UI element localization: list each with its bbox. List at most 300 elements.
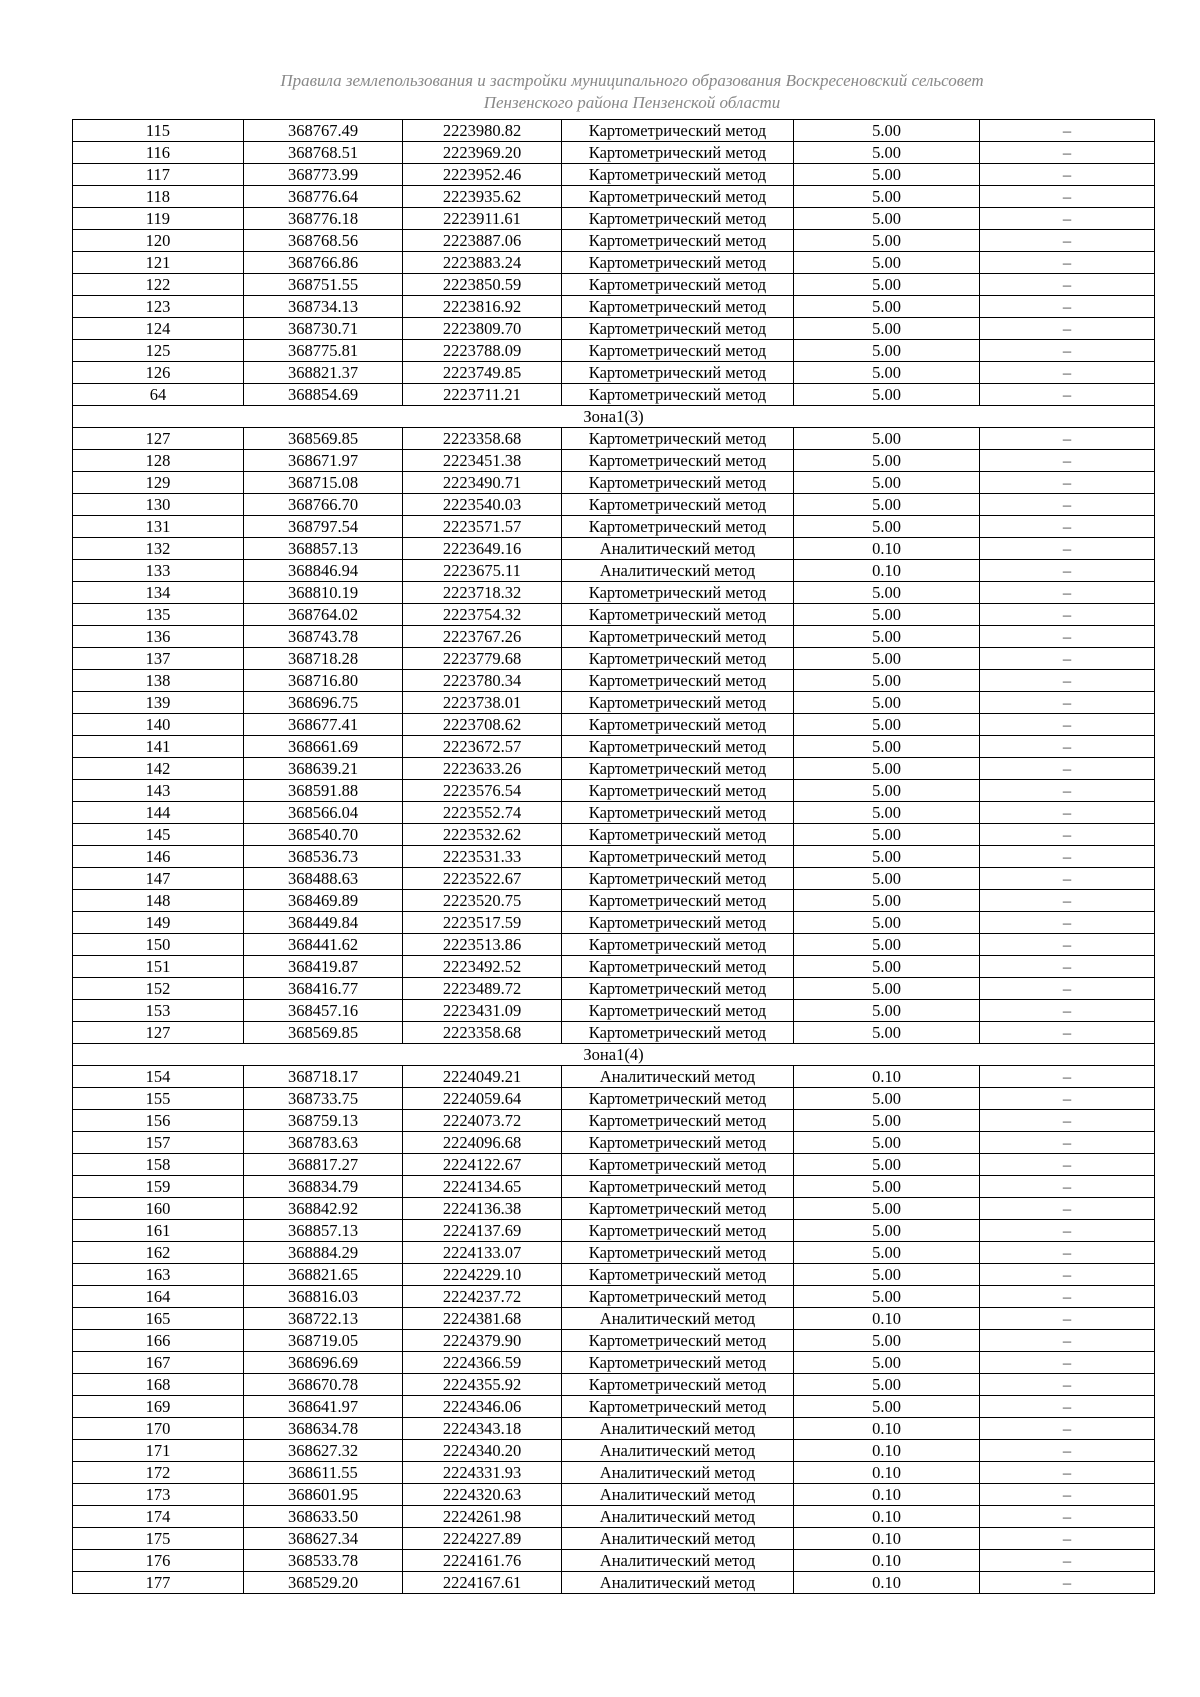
coordinate-x-cell: 368533.78 [244, 1550, 403, 1572]
method-cell: Картометрический метод [562, 802, 794, 824]
coordinate-y-cell: 2224122.67 [403, 1154, 562, 1176]
coordinate-x-cell: 368764.02 [244, 604, 403, 626]
coordinate-x-cell: 368766.70 [244, 494, 403, 516]
note-cell: – [980, 296, 1155, 318]
table-row [73, 516, 1155, 538]
method-cell: Аналитический метод [562, 1308, 794, 1330]
coordinate-x-cell: 368766.86 [244, 252, 403, 274]
table-row [73, 648, 1155, 670]
point-number-cell: 145 [73, 824, 244, 846]
method-cell: Картометрический метод [562, 120, 794, 142]
method-cell: Картометрический метод [562, 1154, 794, 1176]
method-cell: Картометрический метод [562, 912, 794, 934]
coordinate-y-cell: 2224237.72 [403, 1286, 562, 1308]
note-cell: – [980, 318, 1155, 340]
coordinate-y-cell: 2223780.34 [403, 670, 562, 692]
table-row [73, 1330, 1155, 1352]
point-number-cell: 155 [73, 1088, 244, 1110]
point-number-cell: 139 [73, 692, 244, 714]
point-number-cell: 138 [73, 670, 244, 692]
method-cell: Картометрический метод [562, 450, 794, 472]
note-cell: – [980, 912, 1155, 934]
point-number-cell: 175 [73, 1528, 244, 1550]
method-cell: Картометрический метод [562, 692, 794, 714]
table-row [73, 758, 1155, 780]
accuracy-cell: 5.00 [794, 362, 980, 384]
point-number-cell: 147 [73, 868, 244, 890]
method-cell: Картометрический метод [562, 868, 794, 890]
point-number-cell: 160 [73, 1198, 244, 1220]
note-cell: – [980, 384, 1155, 406]
accuracy-cell: 5.00 [794, 780, 980, 802]
table-row [73, 1462, 1155, 1484]
coordinate-y-cell: 2223911.61 [403, 208, 562, 230]
accuracy-cell: 0.10 [794, 1440, 980, 1462]
table-row [73, 230, 1155, 252]
coordinate-y-cell: 2223816.92 [403, 296, 562, 318]
point-number-cell: 140 [73, 714, 244, 736]
method-cell: Аналитический метод [562, 1418, 794, 1440]
accuracy-cell: 5.00 [794, 912, 980, 934]
coordinate-y-cell: 2223980.82 [403, 120, 562, 142]
coordinate-y-cell: 2223767.26 [403, 626, 562, 648]
table-row [73, 780, 1155, 802]
note-cell: – [980, 1506, 1155, 1528]
accuracy-cell: 5.00 [794, 1088, 980, 1110]
coordinate-y-cell: 2224049.21 [403, 1066, 562, 1088]
coordinate-y-cell: 2223513.86 [403, 934, 562, 956]
accuracy-cell: 5.00 [794, 120, 980, 142]
coordinate-x-cell: 368677.41 [244, 714, 403, 736]
table-row [73, 714, 1155, 736]
point-number-cell: 159 [73, 1176, 244, 1198]
coordinate-x-cell: 368834.79 [244, 1176, 403, 1198]
coordinate-y-cell: 2223788.09 [403, 340, 562, 362]
point-number-cell: 164 [73, 1286, 244, 1308]
coordinate-y-cell: 2223738.01 [403, 692, 562, 714]
coordinate-y-cell: 2223522.67 [403, 868, 562, 890]
note-cell: – [980, 340, 1155, 362]
coordinate-x-cell: 368719.05 [244, 1330, 403, 1352]
note-cell: – [980, 538, 1155, 560]
point-number-cell: 64 [73, 384, 244, 406]
coordinate-x-cell: 368715.08 [244, 472, 403, 494]
accuracy-cell: 5.00 [794, 340, 980, 362]
note-cell: – [980, 824, 1155, 846]
method-cell: Аналитический метод [562, 1440, 794, 1462]
coordinate-x-cell: 368730.71 [244, 318, 403, 340]
coordinate-x-cell: 368457.16 [244, 1000, 403, 1022]
method-cell: Картометрический метод [562, 142, 794, 164]
method-cell: Аналитический метод [562, 1572, 794, 1594]
method-cell: Аналитический метод [562, 1506, 794, 1528]
accuracy-cell: 5.00 [794, 604, 980, 626]
coordinates-table [72, 119, 1155, 1594]
method-cell: Картометрический метод [562, 252, 794, 274]
coordinate-x-cell: 368857.13 [244, 538, 403, 560]
point-number-cell: 141 [73, 736, 244, 758]
coordinate-x-cell: 368759.13 [244, 1110, 403, 1132]
coordinate-x-cell: 368601.95 [244, 1484, 403, 1506]
coordinate-x-cell: 368627.34 [244, 1528, 403, 1550]
point-number-cell: 121 [73, 252, 244, 274]
table-row [73, 1088, 1155, 1110]
point-number-cell: 173 [73, 1484, 244, 1506]
coordinate-x-cell: 368611.55 [244, 1462, 403, 1484]
table-row [73, 1484, 1155, 1506]
table-row [73, 1264, 1155, 1286]
point-number-cell: 129 [73, 472, 244, 494]
note-cell: – [980, 1220, 1155, 1242]
point-number-cell: 134 [73, 582, 244, 604]
note-cell: – [980, 1132, 1155, 1154]
method-cell: Картометрический метод [562, 1286, 794, 1308]
table-row [73, 1198, 1155, 1220]
coordinate-y-cell: 2223517.59 [403, 912, 562, 934]
coordinate-x-cell: 368846.94 [244, 560, 403, 582]
point-number-cell: 146 [73, 846, 244, 868]
coordinate-y-cell: 2223887.06 [403, 230, 562, 252]
note-cell: – [980, 956, 1155, 978]
method-cell: Аналитический метод [562, 1484, 794, 1506]
point-number-cell: 163 [73, 1264, 244, 1286]
coordinate-y-cell: 2223969.20 [403, 142, 562, 164]
point-number-cell: 136 [73, 626, 244, 648]
note-cell: – [980, 934, 1155, 956]
accuracy-cell: 5.00 [794, 164, 980, 186]
method-cell: Картометрический метод [562, 890, 794, 912]
table-row [73, 1286, 1155, 1308]
coordinate-x-cell: 368419.87 [244, 956, 403, 978]
accuracy-cell: 5.00 [794, 714, 980, 736]
accuracy-cell: 0.10 [794, 538, 980, 560]
note-cell: – [980, 1088, 1155, 1110]
note-cell: – [980, 1066, 1155, 1088]
point-number-cell: 143 [73, 780, 244, 802]
note-cell: – [980, 758, 1155, 780]
coordinate-y-cell: 2223576.54 [403, 780, 562, 802]
coordinate-x-cell: 368627.32 [244, 1440, 403, 1462]
point-number-cell: 167 [73, 1352, 244, 1374]
note-cell: – [980, 208, 1155, 230]
zone-header-row [73, 1044, 1155, 1066]
table-row [73, 670, 1155, 692]
table-row [73, 1418, 1155, 1440]
table-row [73, 1374, 1155, 1396]
zone-header-row [73, 406, 1155, 428]
coordinate-x-cell: 368768.51 [244, 142, 403, 164]
point-number-cell: 176 [73, 1550, 244, 1572]
note-cell: – [980, 1528, 1155, 1550]
method-cell: Картометрический метод [562, 164, 794, 186]
method-cell: Картометрический метод [562, 1132, 794, 1154]
point-number-cell: 150 [73, 934, 244, 956]
method-cell: Картометрический метод [562, 1374, 794, 1396]
table-row [73, 340, 1155, 362]
table-row [73, 1550, 1155, 1572]
coordinate-y-cell: 2224340.20 [403, 1440, 562, 1462]
point-number-cell: 126 [73, 362, 244, 384]
note-cell: – [980, 714, 1155, 736]
coordinate-x-cell: 368529.20 [244, 1572, 403, 1594]
table-row [73, 1000, 1155, 1022]
coordinate-x-cell: 368857.13 [244, 1220, 403, 1242]
coordinate-x-cell: 368718.17 [244, 1066, 403, 1088]
table-row [73, 252, 1155, 274]
point-number-cell: 118 [73, 186, 244, 208]
table-row [73, 560, 1155, 582]
coordinate-x-cell: 368696.75 [244, 692, 403, 714]
note-cell: – [980, 736, 1155, 758]
note-cell: – [980, 252, 1155, 274]
method-cell: Аналитический метод [562, 1462, 794, 1484]
point-number-cell: 156 [73, 1110, 244, 1132]
accuracy-cell: 5.00 [794, 186, 980, 208]
method-cell: Картометрический метод [562, 582, 794, 604]
coordinate-y-cell: 2223489.72 [403, 978, 562, 1000]
table-row [73, 1506, 1155, 1528]
accuracy-cell: 5.00 [794, 296, 980, 318]
accuracy-cell: 5.00 [794, 1154, 980, 1176]
point-number-cell: 157 [73, 1132, 244, 1154]
method-cell: Картометрический метод [562, 296, 794, 318]
method-cell: Картометрический метод [562, 1396, 794, 1418]
coordinate-y-cell: 2224331.93 [403, 1462, 562, 1484]
accuracy-cell: 5.00 [794, 384, 980, 406]
method-cell: Аналитический метод [562, 1528, 794, 1550]
method-cell: Картометрический метод [562, 494, 794, 516]
coordinate-y-cell: 2223492.52 [403, 956, 562, 978]
coordinate-y-cell: 2224136.38 [403, 1198, 562, 1220]
table-row [73, 978, 1155, 1000]
point-number-cell: 153 [73, 1000, 244, 1022]
coordinate-y-cell: 2223552.74 [403, 802, 562, 824]
accuracy-cell: 5.00 [794, 648, 980, 670]
method-cell: Аналитический метод [562, 560, 794, 582]
coordinate-y-cell: 2223531.33 [403, 846, 562, 868]
table-row [73, 1066, 1155, 1088]
note-cell: – [980, 362, 1155, 384]
method-cell: Картометрический метод [562, 384, 794, 406]
accuracy-cell: 5.00 [794, 1374, 980, 1396]
accuracy-cell: 5.00 [794, 1286, 980, 1308]
table-row [73, 164, 1155, 186]
accuracy-cell: 0.10 [794, 560, 980, 582]
note-cell: – [980, 1022, 1155, 1044]
note-cell: – [980, 494, 1155, 516]
coordinate-y-cell: 2223490.71 [403, 472, 562, 494]
point-number-cell: 130 [73, 494, 244, 516]
coordinate-x-cell: 368842.92 [244, 1198, 403, 1220]
coordinate-x-cell: 368639.21 [244, 758, 403, 780]
point-number-cell: 171 [73, 1440, 244, 1462]
coordinate-y-cell: 2223883.24 [403, 252, 562, 274]
coordinate-x-cell: 368776.18 [244, 208, 403, 230]
table-row [73, 692, 1155, 714]
point-number-cell: 127 [73, 428, 244, 450]
method-cell: Картометрический метод [562, 670, 794, 692]
point-number-cell: 149 [73, 912, 244, 934]
accuracy-cell: 5.00 [794, 1198, 980, 1220]
method-cell: Картометрический метод [562, 1264, 794, 1286]
point-number-cell: 166 [73, 1330, 244, 1352]
note-cell: – [980, 428, 1155, 450]
note-cell: – [980, 846, 1155, 868]
method-cell: Картометрический метод [562, 1110, 794, 1132]
accuracy-cell: 5.00 [794, 670, 980, 692]
table-row [73, 1132, 1155, 1154]
table-row [73, 208, 1155, 230]
method-cell: Картометрический метод [562, 824, 794, 846]
note-cell: – [980, 1572, 1155, 1594]
coordinate-x-cell: 368854.69 [244, 384, 403, 406]
accuracy-cell: 5.00 [794, 890, 980, 912]
coordinate-y-cell: 2224096.68 [403, 1132, 562, 1154]
point-number-cell: 137 [73, 648, 244, 670]
point-number-cell: 142 [73, 758, 244, 780]
note-cell: – [980, 1330, 1155, 1352]
coordinate-y-cell: 2224167.61 [403, 1572, 562, 1594]
table-row [73, 274, 1155, 296]
table-row [73, 120, 1155, 142]
note-cell: – [980, 120, 1155, 142]
accuracy-cell: 0.10 [794, 1506, 980, 1528]
point-number-cell: 151 [73, 956, 244, 978]
accuracy-cell: 5.00 [794, 1220, 980, 1242]
coordinate-x-cell: 368718.28 [244, 648, 403, 670]
point-number-cell: 131 [73, 516, 244, 538]
table-row [73, 428, 1155, 450]
coordinate-x-cell: 368591.88 [244, 780, 403, 802]
method-cell: Картометрический метод [562, 1088, 794, 1110]
accuracy-cell: 5.00 [794, 626, 980, 648]
accuracy-cell: 5.00 [794, 802, 980, 824]
point-number-cell: 152 [73, 978, 244, 1000]
note-cell: – [980, 164, 1155, 186]
coordinate-y-cell: 2224379.90 [403, 1330, 562, 1352]
coordinate-y-cell: 2224134.65 [403, 1176, 562, 1198]
coordinate-y-cell: 2223431.09 [403, 1000, 562, 1022]
accuracy-cell: 5.00 [794, 1264, 980, 1286]
coordinate-x-cell: 368884.29 [244, 1242, 403, 1264]
coordinate-x-cell: 368488.63 [244, 868, 403, 890]
table-row [73, 956, 1155, 978]
point-number-cell: 116 [73, 142, 244, 164]
coordinate-y-cell: 2223809.70 [403, 318, 562, 340]
coordinate-y-cell: 2223358.68 [403, 1022, 562, 1044]
method-cell: Картометрический метод [562, 1000, 794, 1022]
accuracy-cell: 5.00 [794, 1176, 980, 1198]
coordinate-y-cell: 2223850.59 [403, 274, 562, 296]
table-row [73, 890, 1155, 912]
method-cell: Картометрический метод [562, 1242, 794, 1264]
note-cell: – [980, 1462, 1155, 1484]
point-number-cell: 133 [73, 560, 244, 582]
accuracy-cell: 5.00 [794, 868, 980, 890]
table-row [73, 472, 1155, 494]
coordinate-y-cell: 2224073.72 [403, 1110, 562, 1132]
accuracy-cell: 5.00 [794, 230, 980, 252]
note-cell: – [980, 802, 1155, 824]
note-cell: – [980, 1264, 1155, 1286]
point-number-cell: 154 [73, 1066, 244, 1088]
note-cell: – [980, 692, 1155, 714]
note-cell: – [980, 1198, 1155, 1220]
method-cell: Аналитический метод [562, 1550, 794, 1572]
accuracy-cell: 0.10 [794, 1462, 980, 1484]
table-row [73, 582, 1155, 604]
method-cell: Картометрический метод [562, 516, 794, 538]
coordinate-x-cell: 368540.70 [244, 824, 403, 846]
accuracy-cell: 5.00 [794, 692, 980, 714]
coordinate-y-cell: 2224346.06 [403, 1396, 562, 1418]
point-number-cell: 127 [73, 1022, 244, 1044]
method-cell: Картометрический метод [562, 1022, 794, 1044]
coordinates-table-body [73, 120, 1155, 1594]
method-cell: Картометрический метод [562, 648, 794, 670]
coordinate-x-cell: 368716.80 [244, 670, 403, 692]
table-row [73, 1440, 1155, 1462]
table-row [73, 912, 1155, 934]
note-cell: – [980, 1154, 1155, 1176]
header-line-2: Пензенского района Пензенской области [483, 93, 781, 112]
coordinate-y-cell: 2224137.69 [403, 1220, 562, 1242]
note-cell: – [980, 1286, 1155, 1308]
accuracy-cell: 0.10 [794, 1550, 980, 1572]
coordinate-x-cell: 368449.84 [244, 912, 403, 934]
coordinate-x-cell: 368775.81 [244, 340, 403, 362]
accuracy-cell: 5.00 [794, 1110, 980, 1132]
coordinate-y-cell: 2223718.32 [403, 582, 562, 604]
coordinate-x-cell: 368767.49 [244, 120, 403, 142]
note-cell: – [980, 186, 1155, 208]
coordinate-x-cell: 368633.50 [244, 1506, 403, 1528]
table-row [73, 318, 1155, 340]
coordinate-x-cell: 368810.19 [244, 582, 403, 604]
table-row [73, 1154, 1155, 1176]
table-row [73, 736, 1155, 758]
point-number-cell: 117 [73, 164, 244, 186]
coordinate-x-cell: 368696.69 [244, 1352, 403, 1374]
accuracy-cell: 0.10 [794, 1418, 980, 1440]
coordinate-y-cell: 2224133.07 [403, 1242, 562, 1264]
note-cell: – [980, 1352, 1155, 1374]
coordinate-y-cell: 2224161.76 [403, 1550, 562, 1572]
zone-label: Зона1(3) [73, 406, 1155, 428]
method-cell: Картометрический метод [562, 714, 794, 736]
method-cell: Картометрический метод [562, 472, 794, 494]
note-cell: – [980, 582, 1155, 604]
table-row [73, 1176, 1155, 1198]
table-row [73, 384, 1155, 406]
note-cell: – [980, 230, 1155, 252]
coordinate-x-cell: 368469.89 [244, 890, 403, 912]
accuracy-cell: 0.10 [794, 1572, 980, 1594]
coordinate-y-cell: 2223672.57 [403, 736, 562, 758]
coordinate-y-cell: 2224366.59 [403, 1352, 562, 1374]
accuracy-cell: 5.00 [794, 1352, 980, 1374]
note-cell: – [980, 450, 1155, 472]
table-row [73, 1352, 1155, 1374]
coordinate-x-cell: 368734.13 [244, 296, 403, 318]
coordinate-y-cell: 2224227.89 [403, 1528, 562, 1550]
method-cell: Картометрический метод [562, 626, 794, 648]
point-number-cell: 132 [73, 538, 244, 560]
accuracy-cell: 5.00 [794, 318, 980, 340]
table-row [73, 538, 1155, 560]
note-cell: – [980, 670, 1155, 692]
point-number-cell: 172 [73, 1462, 244, 1484]
